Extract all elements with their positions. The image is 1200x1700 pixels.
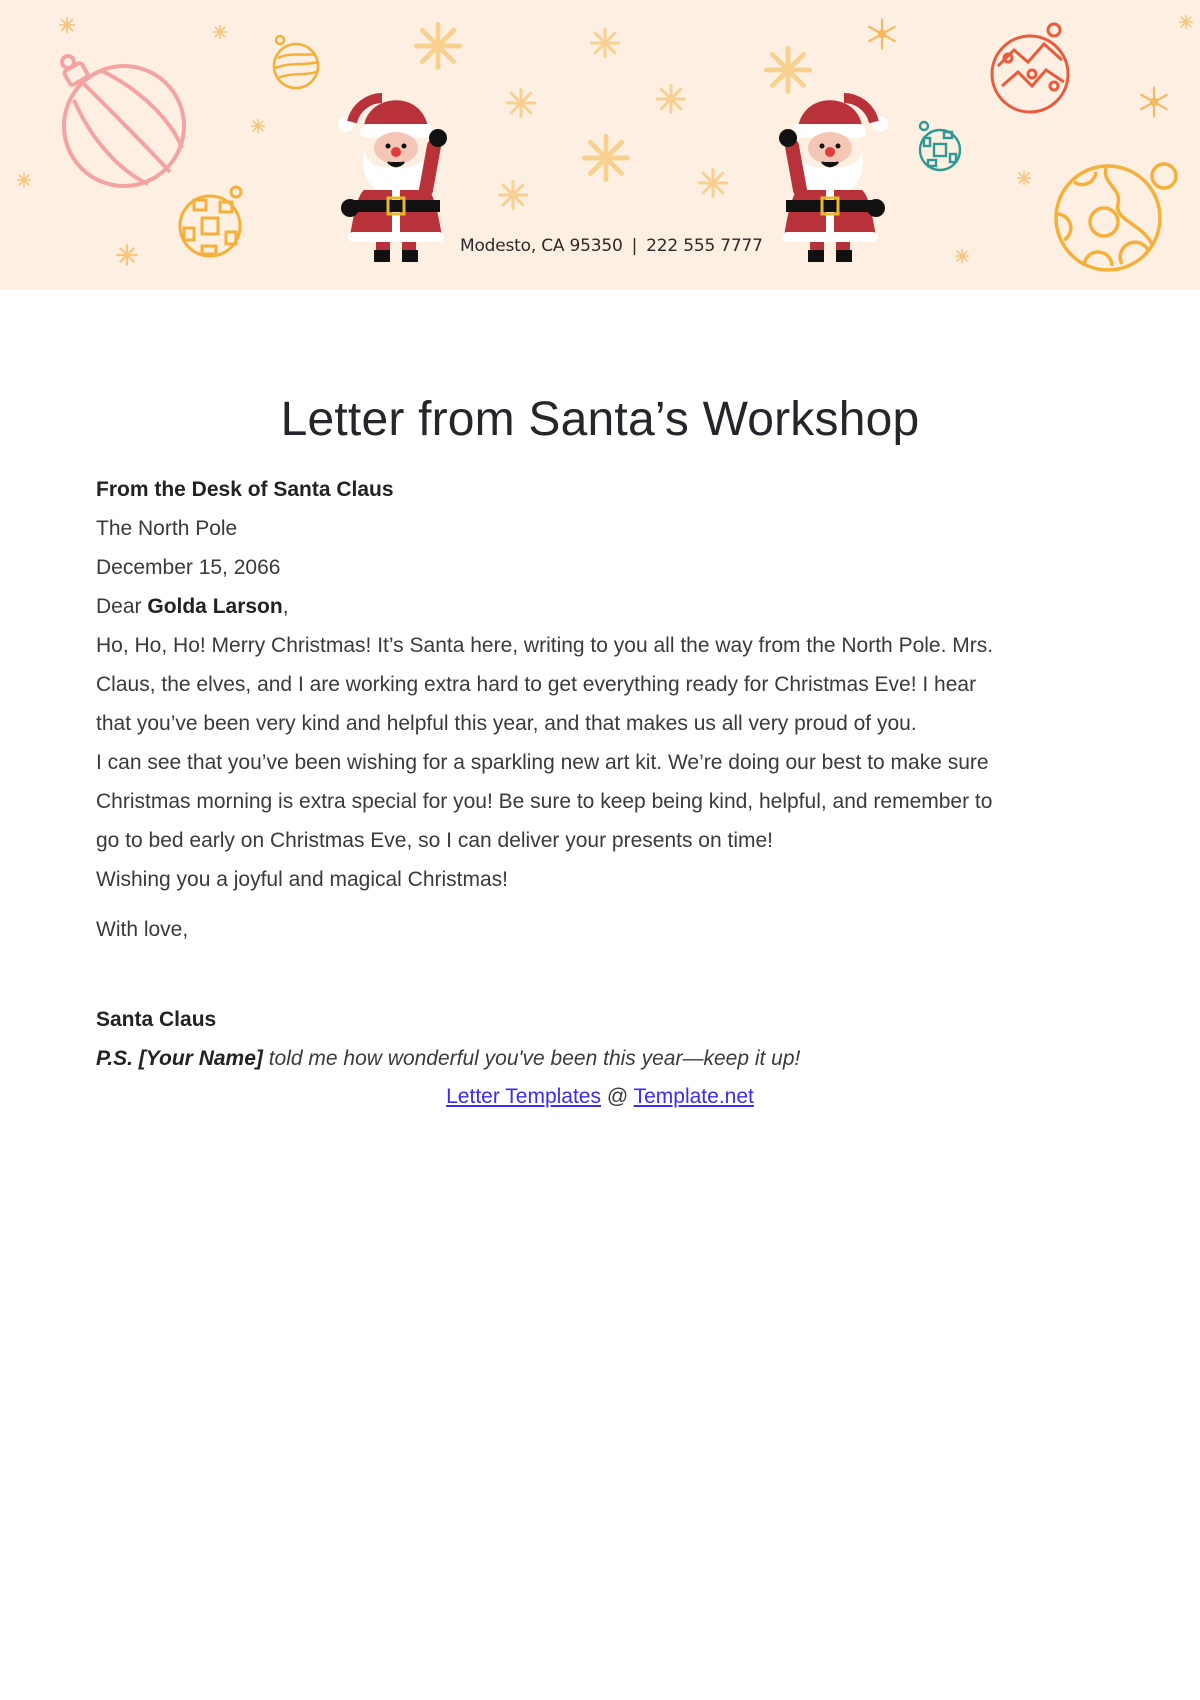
snowflake-icon	[954, 248, 970, 264]
closing: With love,	[96, 918, 189, 941]
recipient-name: Golda Larson	[147, 595, 283, 618]
ps-text: told me how wonderful you've been this year—keep it up!	[262, 1047, 801, 1070]
star-asterisk-icon	[698, 168, 728, 198]
phone-text: 222 555 7777	[646, 236, 763, 256]
star-asterisk-icon	[590, 28, 620, 58]
body-line: Ho, Ho, Ho! Merry Christmas! It’s Santa here, writing to you all the way from the North Pole. Mrs.	[96, 634, 994, 657]
letter-templates-link[interactable]: Letter Templates	[446, 1085, 601, 1108]
header-banner	[0, 0, 1200, 290]
ornament-icon	[1052, 154, 1182, 272]
body-line: Christmas morning is extra special for you! Be sure to keep being kind, helpful, and remember to	[96, 790, 993, 813]
ornament-icon	[176, 184, 250, 260]
separator: |	[631, 236, 638, 256]
contact-info	[460, 236, 763, 256]
salutation-prefix: Dear	[96, 595, 148, 618]
ornament-icon	[914, 118, 962, 174]
at-symbol: @	[601, 1085, 634, 1108]
star-asterisk-icon	[656, 84, 686, 114]
snowflake-icon	[116, 244, 138, 266]
ornament-icon	[268, 34, 322, 92]
star-asterisk-icon	[582, 134, 630, 182]
signature: Santa Claus	[96, 1008, 217, 1031]
ps-label: P.S. [Your Name]	[96, 1047, 263, 1070]
snowflake-icon	[1016, 170, 1032, 186]
star-asterisk-icon	[506, 88, 536, 118]
body-line: go to bed early on Christmas Eve, so I can deliver your presents on time!	[96, 829, 773, 852]
postscript	[96, 1046, 800, 1072]
salutation	[96, 594, 289, 620]
star-asterisk-icon	[498, 180, 528, 210]
santa-illustration	[768, 86, 892, 262]
body-line: Wishing you a joyful and magical Christmas!	[96, 868, 509, 891]
star-asterisk-icon	[414, 22, 462, 70]
salutation-suffix: ,	[282, 595, 289, 618]
from-line: From the Desk of Santa Claus	[96, 478, 394, 501]
body-line: Claus, the elves, and I are working extra hard to get everything ready for Christmas Eve! I hear	[96, 673, 977, 696]
snowflake-icon	[1138, 86, 1170, 118]
snowflake-icon	[212, 24, 228, 40]
ornament-icon	[988, 20, 1074, 116]
location-line: The North Pole	[96, 517, 238, 540]
snowflake-icon	[16, 172, 32, 188]
page-title: Letter from Santa’s Workshop	[280, 393, 920, 446]
snowflake-icon	[58, 16, 76, 34]
body-line: that you’ve been very kind and helpful this year, and that makes us all very proud of you.	[96, 712, 917, 735]
footer-attribution	[96, 1084, 1104, 1110]
ornament-icon	[52, 52, 192, 192]
address-text: Modesto, CA 95350	[460, 236, 623, 256]
template-net-link[interactable]: Template.net	[633, 1085, 754, 1108]
date-line: December 15, 2066	[96, 556, 281, 579]
santa-illustration	[334, 86, 458, 262]
body-line: I can see that you’ve been wishing for a sparkling new art kit. We’re doing our best to make sure	[96, 751, 989, 774]
snowflake-icon	[866, 18, 898, 50]
snowflake-icon	[250, 118, 266, 134]
snowflake-icon	[1178, 14, 1194, 30]
